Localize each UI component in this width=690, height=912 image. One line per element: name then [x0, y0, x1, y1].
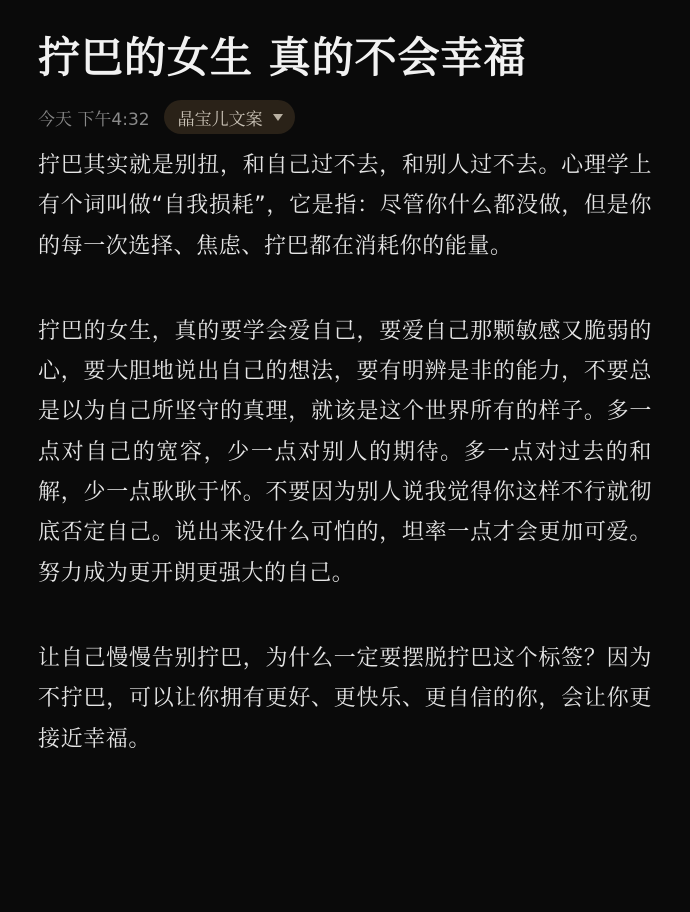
- article-title: 拧巴的女生 真的不会幸福: [38, 33, 527, 82]
- article-paragraph-1: 拧巴其实就是别扭，和自己过不去，和别人过不去。心理学上有个词叫做“自我损耗”，它是指：尽管你什么都没做，但是你的每一次选择、焦虑、拧巴都在消耗你的能量。: [38, 153, 652, 259]
- publish-time: 今天 下午4:32: [38, 109, 150, 130]
- author-name: 晶宝儿文案: [177, 109, 263, 130]
- author-chip[interactable]: [164, 100, 295, 134]
- chevron-down-icon: [273, 114, 283, 121]
- article-paragraph-2: 拧巴的女生，真的要学会爱自己，要爱自己那颗敏感又脆弱的心，要大胆地说出自己的想法，要有明辨是非的能力，不要总是以为自己所坚守的真理，就该是这个世界所有的样子。多一点对自己的宽容，少一点对别人的期待。多一点对过去的和解，少一点耿耿于怀。不要因为别人说我觉得你这样不行就彻底否定自己。说出来没什么可怕的，坦率一点才会更加可爱。努力成为更开朗更强大的自己。: [38, 318, 652, 586]
- article-body: [38, 146, 652, 760]
- article-paragraph-3: 让自己慢慢告别拧巴，为什么一定要摆脱拧巴这个标签？因为不拧巴，可以让你拥有更好、更快乐、更自信的你，会让你更接近幸福。: [38, 645, 652, 752]
- article-meta: [38, 100, 652, 134]
